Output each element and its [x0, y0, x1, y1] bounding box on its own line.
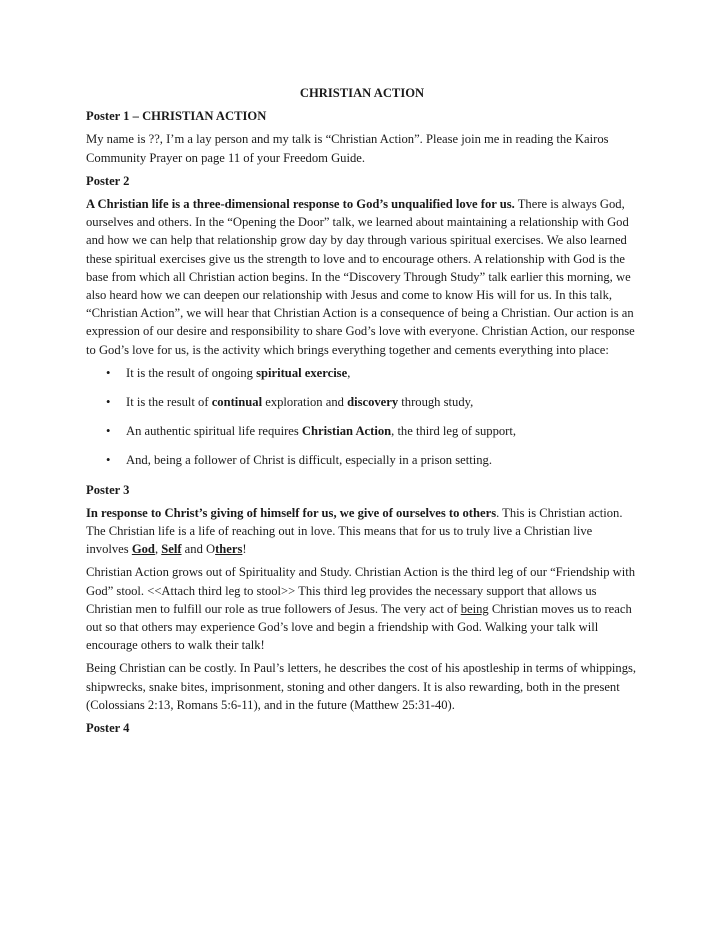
poster-3-lead-bold: In response to Christ’s giving of himself for us, we give of ourselves to others [86, 505, 497, 520]
bullet-text: An authentic spiritual life requires [126, 424, 302, 439]
poster-2-bullet-list [86, 364, 638, 470]
poster-3-text: Christian moves us to reach out so that others may experience God’s love and begin a friendship with God. Walking your talk will encourage others to walk their talk! [86, 601, 632, 653]
bullet-text: , the third leg of support, [391, 424, 517, 439]
document-body [86, 84, 638, 742]
poster-3-text: Christian Action grows out of Spirituality and Study. Christian Action is the third leg of our “Friendship with God” stool. <<Attach third leg to stool>> This third leg provides the necessary support that allows us Christian men to fulfill our role as true followers of Jesus. The very act of [86, 565, 636, 616]
bullet-bold: spiritual exercise [256, 365, 348, 380]
poster-3-paragraph-3: Being Christian can be costly. In Paul’s letters, he describes the cost of his apostleship in terms of whippings, shipwrecks, snake bites, imprisonment, stoning and other dangers. It is also rewarding, both in the present (Colossians 2:13, Romans 5:6-11), and in the future (Matthew 25:31-40). [86, 661, 637, 712]
bullet-item [86, 422, 638, 440]
bullet-item [86, 364, 638, 382]
poster-2-lead-bold: A Christian life is a three-dimensional response to God’s unqualified love for us. [86, 197, 515, 212]
bullet-text: exploration and [262, 395, 348, 410]
word-being: being [460, 601, 489, 616]
bullet-text: And, being a follower of Christ is difficult, especially in a prison setting. [126, 453, 492, 468]
poster-3-text: and O [181, 542, 216, 557]
poster-4-heading: Poster 4 [86, 721, 130, 736]
word-self: Self [161, 542, 182, 557]
bullet-text: through study, [398, 395, 474, 410]
poster-2-heading: Poster 2 [86, 173, 130, 188]
bullet-text: It is the result of ongoing [126, 365, 257, 380]
bullet-bold: continual [211, 395, 263, 410]
bullet-text: It is the result of [126, 395, 212, 410]
bullet-item [86, 393, 638, 411]
bullet-item [86, 451, 638, 469]
bullet-text: , [347, 365, 351, 380]
poster-2-lead-rest: There is always God, ourselves and others. In the “Opening the Door” talk, we learned about maintaining a relationship with God and how we can help that relationship grow day by day through various spiritual exercises. We also learned these spiritual exercises give us the strength to love and to encourage others. A relationship with God is the base from which all Christian action begins. In the “Discovery Through Study” talk earlier this morning, we also heard how we can deepen our relationship with Jesus and come to know His will for us. In this talk, “Christian Action”, we will hear that Christian Action is a consequence of being a Christian. Our action is an expression of our desire and responsibility to share God’s love with everyone. Christian Action, our response to God’s love for us, is the activity which brings everything together and cements everything into place: [86, 197, 635, 357]
bullet-bold: discovery [347, 395, 399, 410]
poster-1-heading: Poster 1 – CHRISTIAN ACTION [86, 109, 267, 124]
poster-3-text: ! [242, 542, 247, 557]
document-title: CHRISTIAN ACTION [299, 86, 425, 100]
word-god: God [131, 542, 155, 557]
poster-3-text: , [154, 542, 162, 557]
poster-3-paragraph-1 [86, 504, 638, 559]
bullet-bold: Christian Action [301, 424, 392, 439]
poster-3-text: . This is Christian action. The Christian life is a life of reaching out in love. This means that for us to truly live a Christian live involves [86, 505, 623, 557]
poster-3-heading: Poster 3 [86, 482, 130, 497]
poster-3-paragraph-2 [86, 563, 638, 654]
poster-1-paragraph: My name is ??, I’m a lay person and my talk is “Christian Action”. Please join me in reading the Kairos Community Prayer on page 11 of your Freedom Guide. [86, 132, 609, 165]
word-others: thers [215, 542, 243, 557]
poster-2-paragraph [86, 195, 638, 359]
